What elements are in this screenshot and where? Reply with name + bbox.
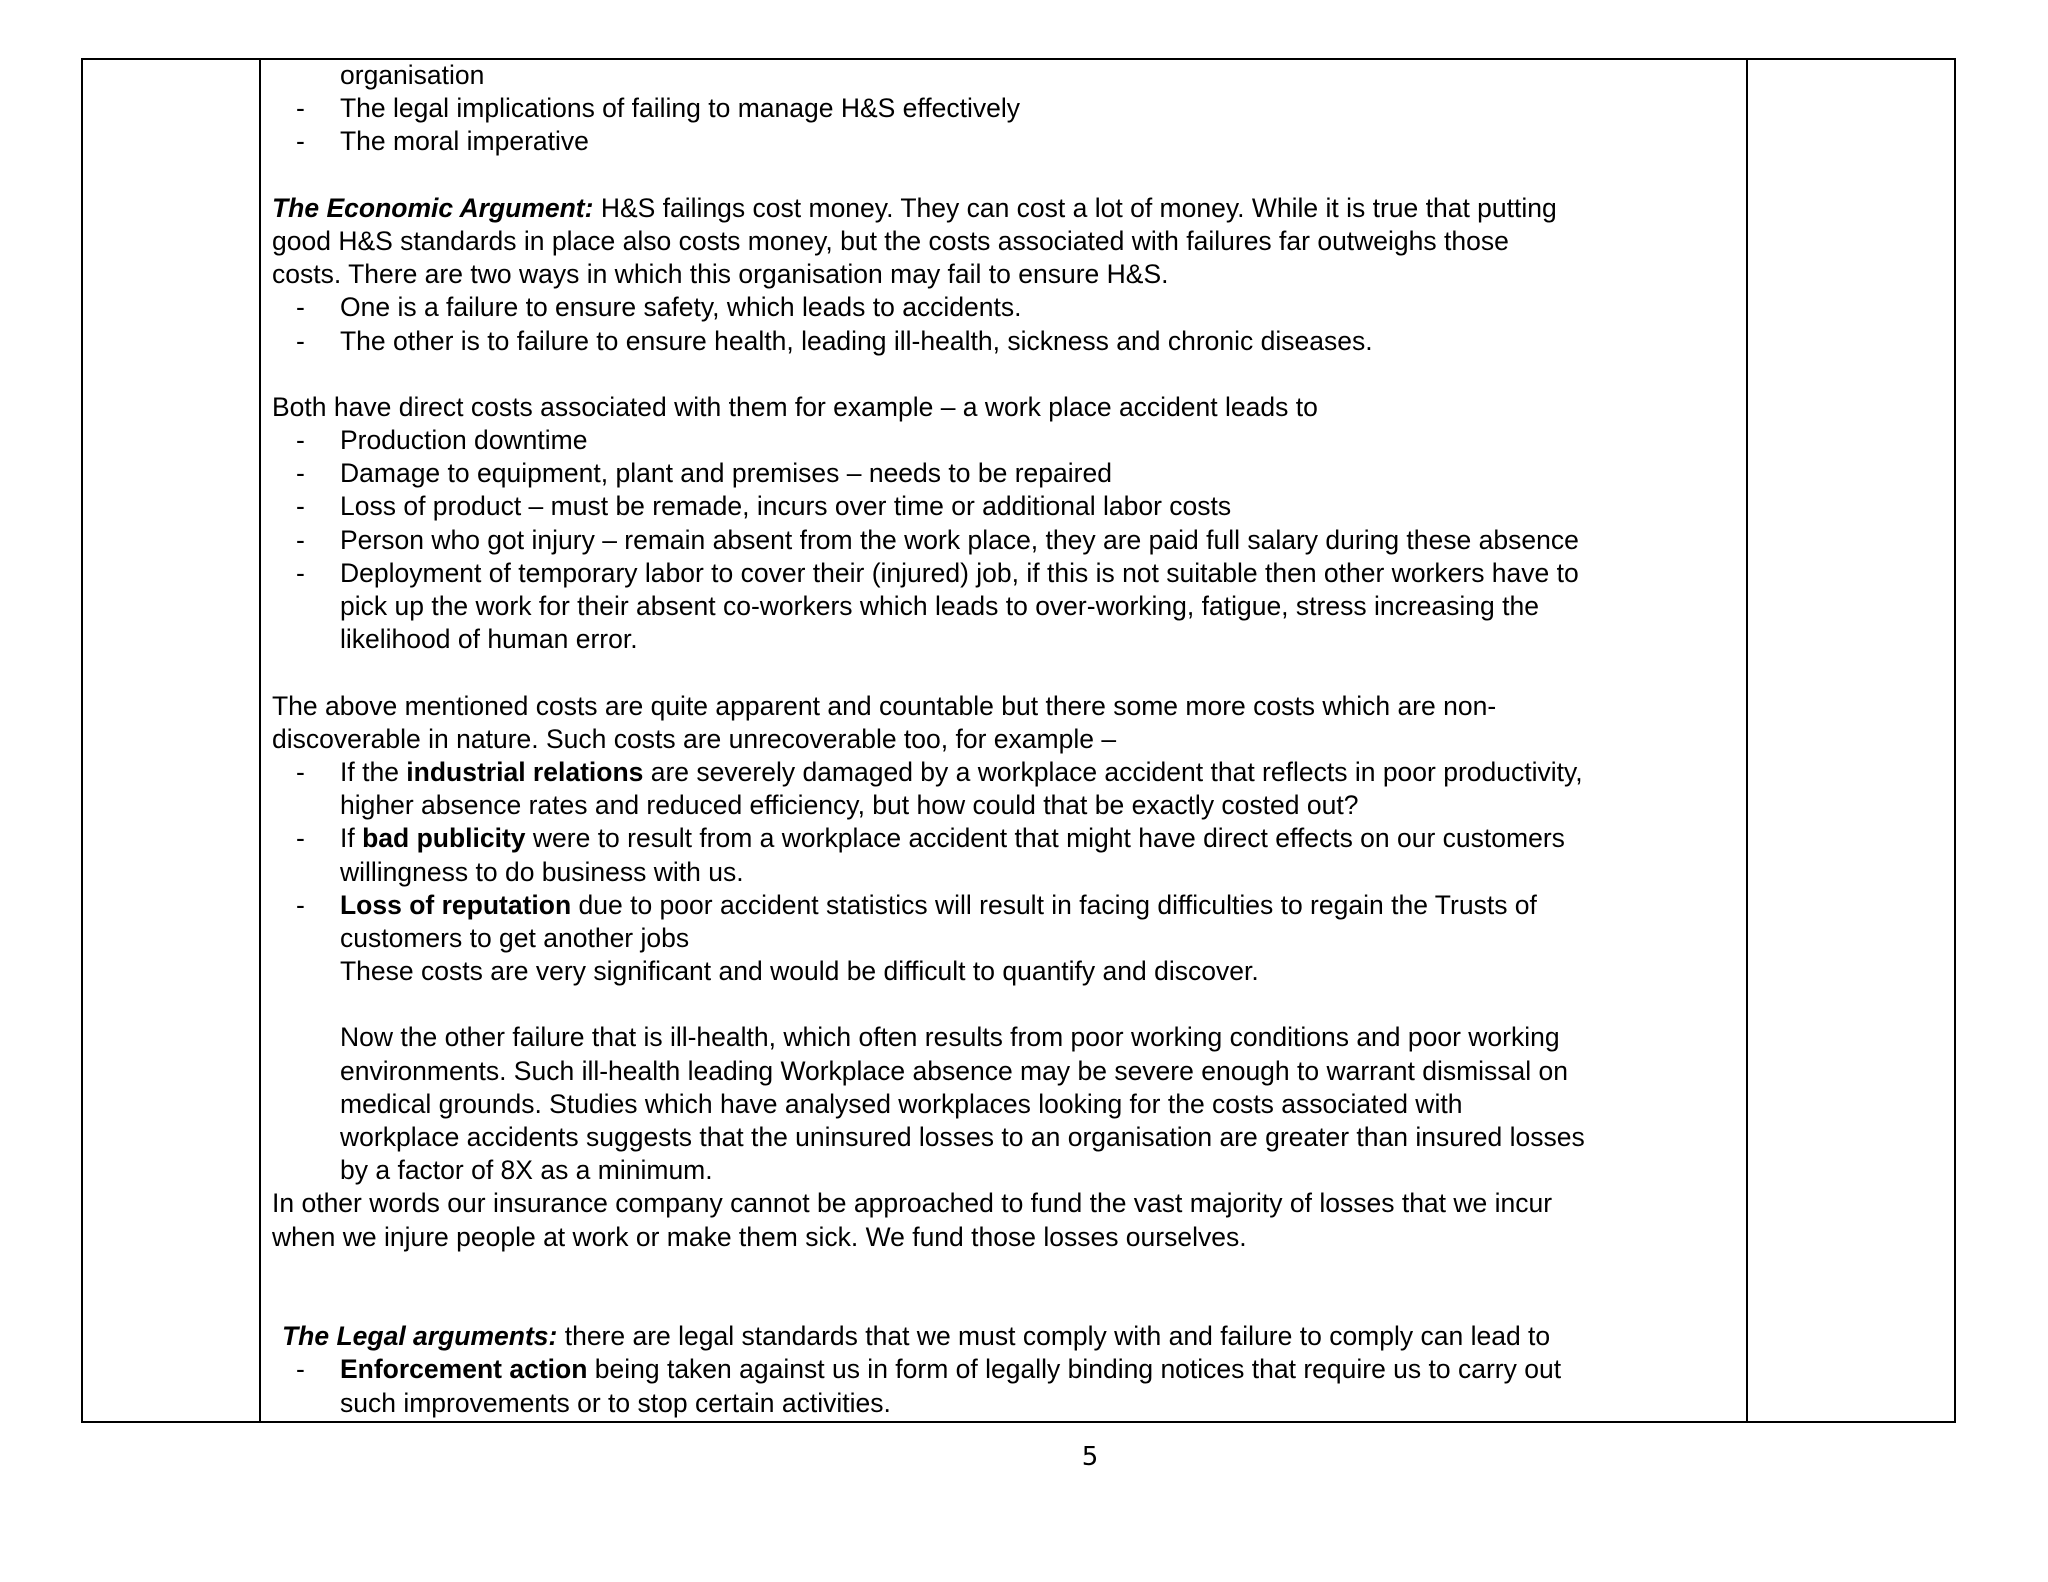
text-line: organisation (340, 60, 485, 90)
list-item (272, 457, 1732, 490)
list-item (272, 557, 1732, 590)
list-item-continuation: likelihood of human error. (340, 624, 638, 655)
list-item-text: Production downtime (340, 425, 588, 456)
paragraph-line: costs. There are two ways in which this organisation may fail to ensure H&S. (272, 259, 1169, 290)
list-item-continuation: These costs are very significant and would be difficult to quantify and discover. (340, 956, 1259, 987)
bullet-dash: - (296, 425, 305, 456)
paragraph-line: In other words our insurance company cannot be approached to fund the vast majority of losses that we incur (272, 1188, 1553, 1219)
page-number: 5 (1081, 1442, 1099, 1472)
list-item-text: If (340, 823, 363, 854)
paragraph-line: discoverable in nature. Such costs are unrecoverable too, for example – (272, 723, 1117, 754)
section-heading-economic: The Economic Argument: (272, 192, 594, 223)
spacer (272, 988, 1732, 1021)
list-item (272, 889, 1732, 922)
spacer (272, 159, 1732, 192)
list-item-text: If the (340, 756, 407, 787)
paragraph-line: Now the other failure that is ill-health, which often results from poor working conditions and poor working (340, 1022, 1560, 1053)
column-divider-right (1746, 60, 1748, 1421)
paragraph-line: when we injure people at work or make them sick. We fund those losses ourselves. (272, 1221, 1247, 1252)
paragraph-line: good H&S standards in place also costs money, but the costs associated with failures far outweighs those (272, 225, 1509, 256)
bullet-dash: - (296, 93, 305, 124)
body-text (272, 59, 1732, 1420)
list-item-continuation: pick up the work for their absent co-workers which leads to over-working, fatigue, stress increasing the (340, 591, 1539, 621)
list-item-text: due to poor accident statistics will result in facing difficulties to regain the Trusts of (571, 889, 1537, 920)
bullet-dash: - (296, 1354, 305, 1385)
list-item-text: being taken against us in form of legally binding notices that require us to carry out (587, 1354, 1562, 1385)
column-divider-left (259, 60, 261, 1421)
paragraph-line: The above mentioned costs are quite apparent and countable but there some more costs which are non- (272, 690, 1497, 721)
list-item (272, 490, 1732, 523)
bullet-dash: - (296, 524, 305, 555)
list-item-text: Damage to equipment, plant and premises – needs to be repaired (340, 458, 1112, 489)
emphasis-enforcement-action: Enforcement action (340, 1354, 588, 1385)
section-heading-legal: The Legal arguments: (282, 1321, 558, 1352)
list-item-text: were to result from a workplace accident that might have direct effects on our customers (525, 823, 1565, 854)
bullet-dash: - (296, 491, 305, 522)
emphasis-bad-publicity: bad publicity (362, 823, 526, 854)
list-item-text: One is a failure to ensure safety, which leads to accidents. (340, 292, 1022, 323)
list-item (272, 822, 1732, 855)
paragraph-line (272, 1320, 1732, 1353)
list-item-continuation: customers to get another jobs (340, 922, 690, 953)
list-item (272, 424, 1732, 457)
paragraph-text: H&S failings cost money. They can cost a lot of money. While it is true that putting (593, 192, 1557, 223)
emphasis-industrial-relations: industrial relations (406, 756, 644, 787)
list-item (272, 291, 1732, 324)
paragraph-line: Both have direct costs associated with them for example – a work place accident leads to (272, 391, 1318, 422)
bullet-dash: - (296, 458, 305, 489)
list-item-text: The legal implications of failing to manage H&S effectively (340, 93, 1021, 124)
paragraph-line: environments. Such ill-health leading Workplace absence may be severe enough to warrant dismissal on (340, 1055, 1569, 1086)
bullet-dash: - (296, 126, 305, 157)
bullet-dash: - (296, 292, 305, 323)
bullet-dash: - (296, 889, 305, 920)
list-item (272, 1353, 1732, 1386)
bullet-dash: - (296, 557, 305, 588)
list-item-continuation: such improvements or to stop certain activities. (340, 1387, 891, 1418)
paragraph-line: medical grounds. Studies which have analysed workplaces looking for the costs associated with (340, 1088, 1463, 1119)
bullet-dash: - (296, 823, 305, 854)
list-item-text: The other is to failure to ensure health, leading ill-health, sickness and chronic diseases. (340, 325, 1373, 356)
list-item-text: The moral imperative (340, 126, 589, 157)
list-item (272, 92, 1732, 125)
spacer (272, 358, 1732, 391)
list-item-text: Person who got injury – remain absent from the work place, they are paid full salary during these absence (340, 524, 1579, 555)
list-item-text: Deployment of temporary labor to cover their (injured) job, if this is not suitable then other workers have to (340, 557, 1579, 588)
paragraph-line: by a factor of 8X as a minimum. (340, 1155, 713, 1186)
paragraph-line (272, 192, 1732, 225)
list-item-continuation: willingness to do business with us. (340, 856, 744, 887)
bullet-dash: - (296, 325, 305, 356)
spacer (272, 656, 1732, 689)
list-item-text: are severely damaged by a workplace accident that reflects in poor productivity, (643, 756, 1583, 787)
bullet-dash: - (296, 756, 305, 787)
list-item-continuation: higher absence rates and reduced efficiency, but how could that be exactly costed out? (340, 790, 1359, 821)
paragraph-text: there are legal standards that we must comply with and failure to comply can lead to (557, 1321, 1551, 1352)
list-item (272, 756, 1732, 789)
paragraph-line: workplace accidents suggests that the uninsured losses to an organisation are greater than insured losses (340, 1122, 1585, 1152)
emphasis-loss-of-reputation: Loss of reputation (340, 889, 572, 920)
list-item (272, 524, 1732, 557)
list-item-text: Loss of product – must be remade, incurs over time or additional labor costs (340, 491, 1232, 522)
list-item (272, 325, 1732, 358)
list-item (272, 125, 1732, 158)
spacer (272, 1254, 1732, 1320)
